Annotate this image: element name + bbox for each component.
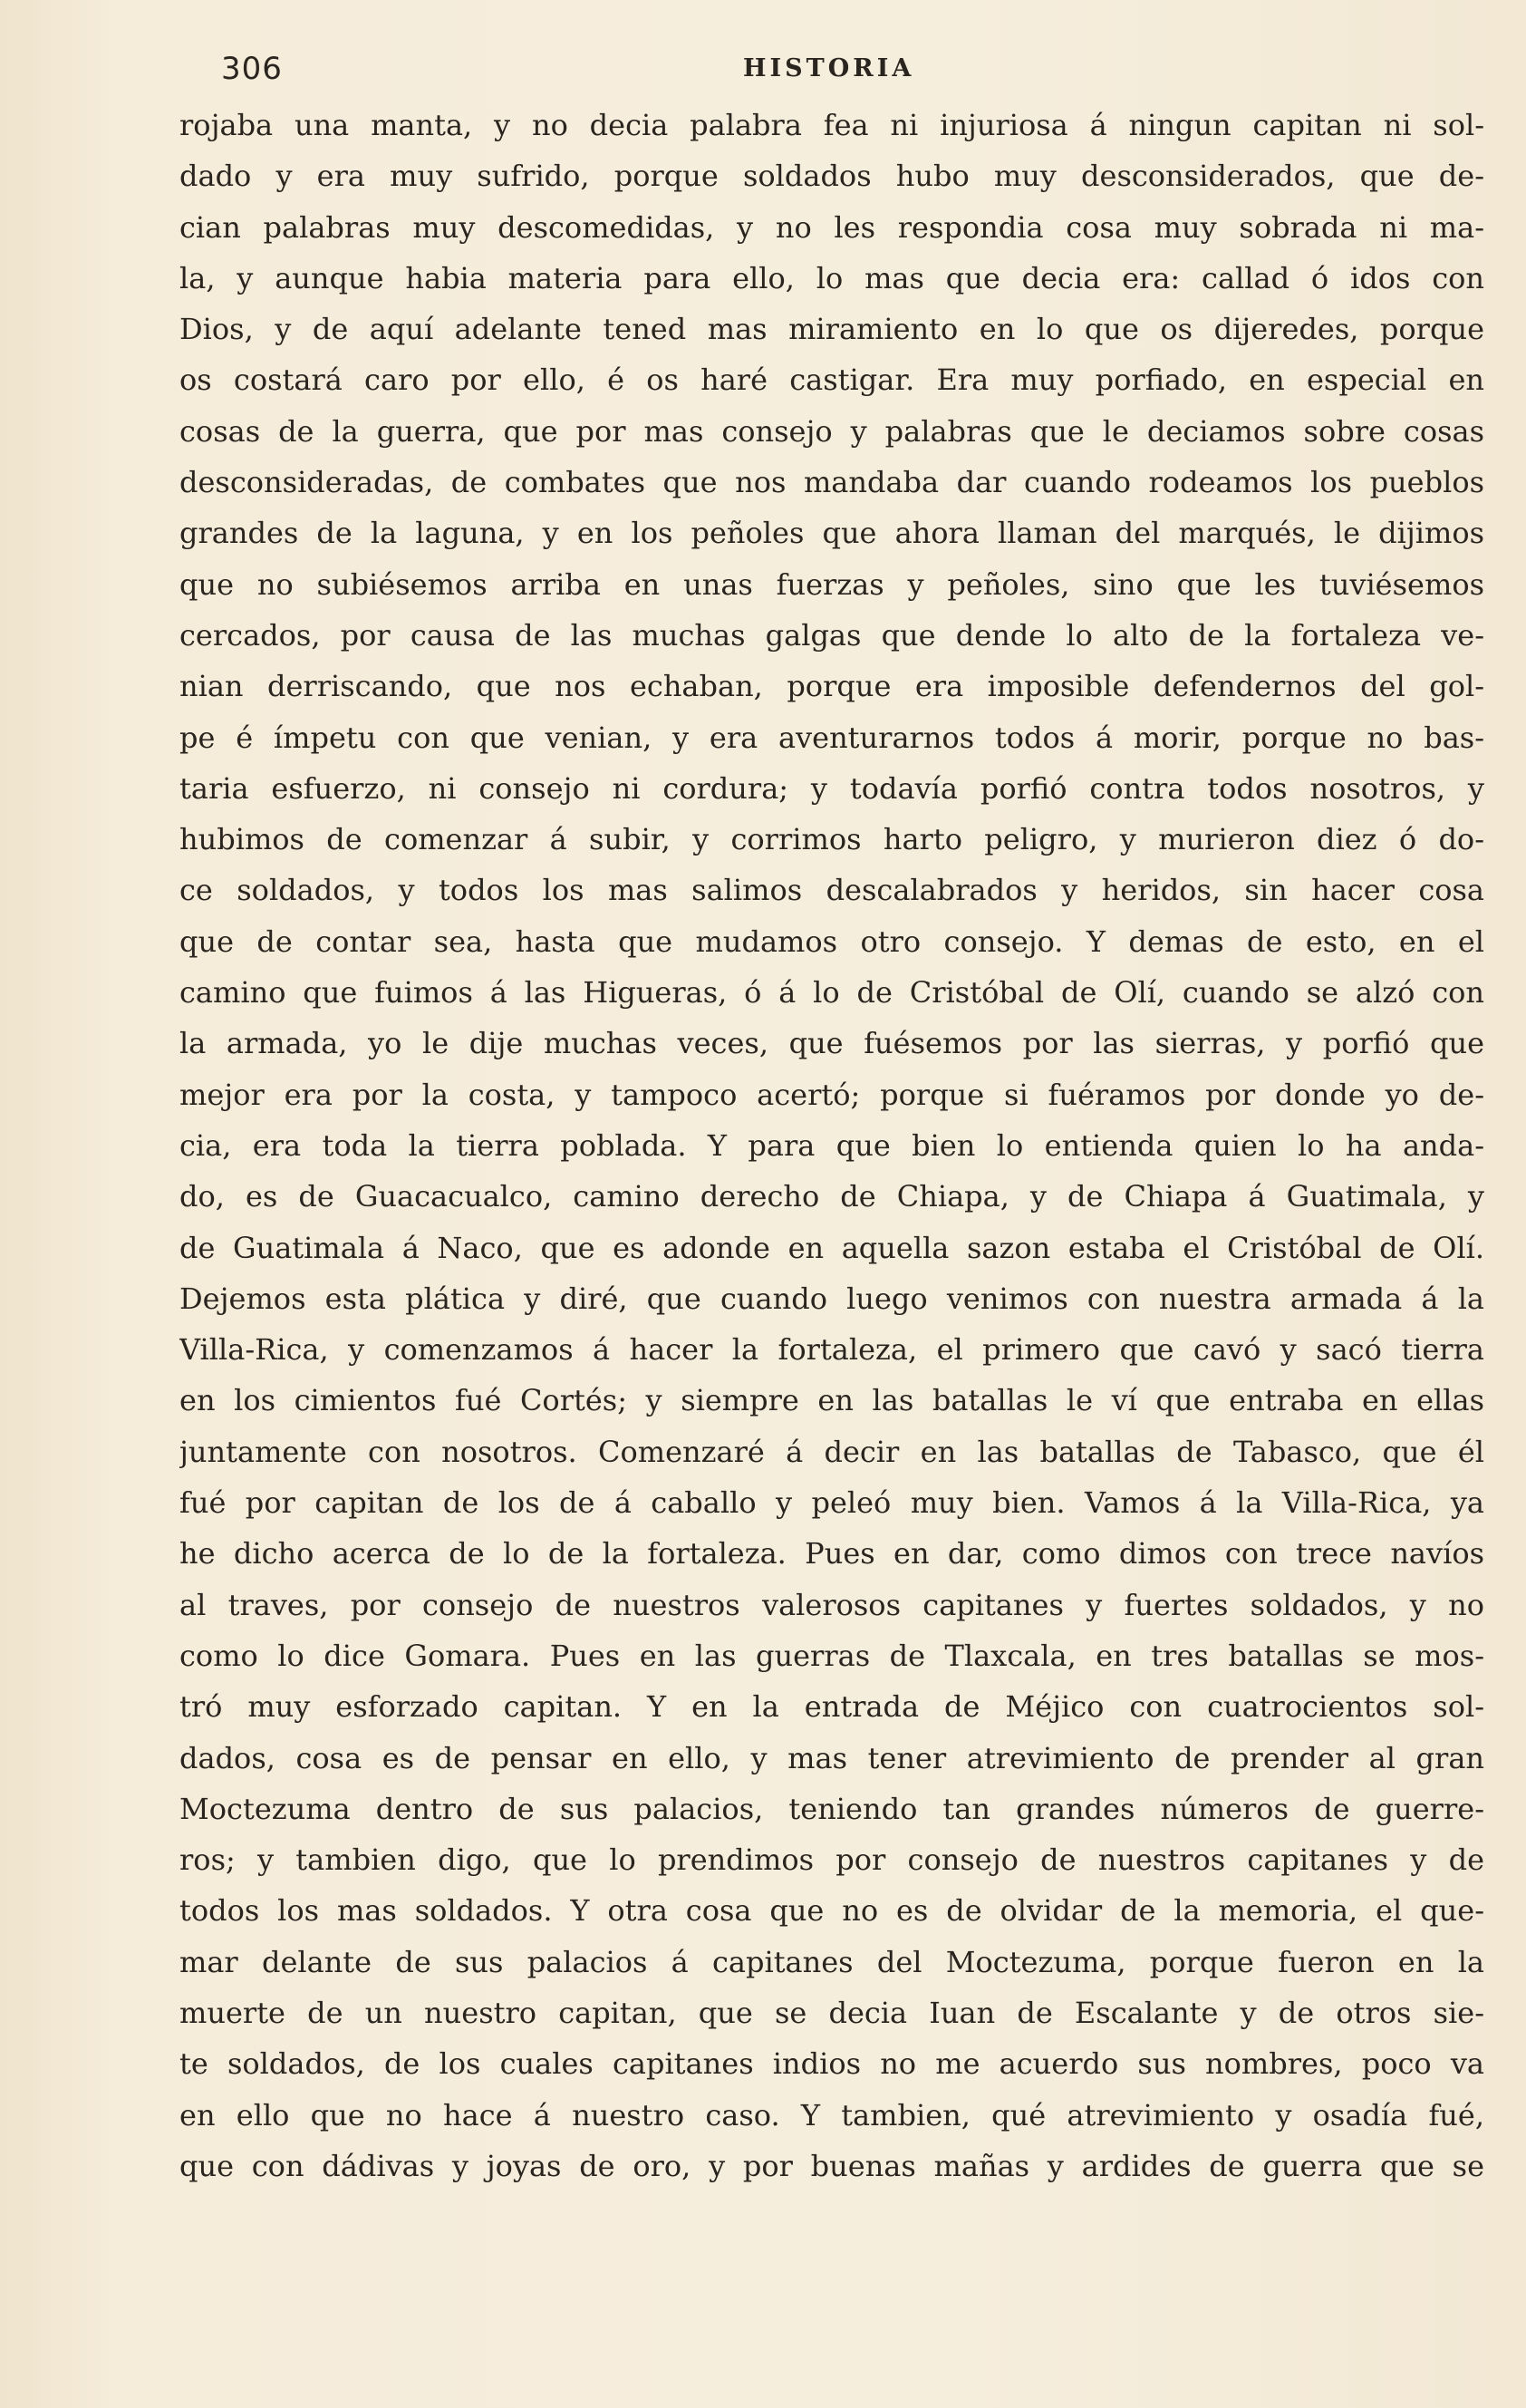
text-line: Moctezuma dentro de sus palacios, teniendo tan grandes números de guerre- bbox=[179, 1791, 1484, 1826]
text-line: desconsideradas, de combates que nos mandaba dar cuando rodeamos los pueblos bbox=[179, 465, 1484, 500]
text-line: de Guatimala á Naco, que es adonde en aquella sazon estaba el Cristóbal de Olí. bbox=[179, 1230, 1484, 1265]
text-line: grandes de la laguna, y en los peñoles que ahora llaman del marqués, le dijimos bbox=[179, 516, 1484, 551]
text-line: ce soldados, y todos los mas salimos descalabrados y heridos, sin hacer cosa bbox=[179, 873, 1484, 908]
text-line: como lo dice Gomara. Pues en las guerras de Tlaxcala, en tres batallas se mos- bbox=[179, 1638, 1484, 1673]
text-line: nian derriscando, que nos echaban, porque era imposible defendernos del gol- bbox=[179, 669, 1484, 704]
text-line: que no subiésemos arriba en unas fuerzas y peñoles, sino que les tuviésemos bbox=[179, 566, 1484, 602]
body-text bbox=[179, 100, 1484, 2191]
text-line: camino que fuimos á las Higueras, ó á lo de Cristóbal de Olí, cuando se alzó con bbox=[179, 975, 1484, 1011]
text-line: en los cimientos fué Cortés; y siempre en las batallas le ví que entraba en ellas bbox=[179, 1383, 1484, 1418]
text-line: os costará caro por ello, é os haré castigar. Era muy porfiado, en especial en bbox=[179, 363, 1484, 398]
text-line: muerte de un nuestro capitan, que se decia Iuan de Escalante y de otros sie- bbox=[179, 1995, 1484, 2030]
page-number: 306 bbox=[221, 51, 283, 87]
text-line: he dicho acerca de lo de la fortaleza. Pues en dar, como dimos con trece navíos bbox=[179, 1536, 1484, 1571]
text-line: Villa-Rica, y comenzamos á hacer la fortaleza, el primero que cavó y sacó tierra bbox=[179, 1332, 1484, 1368]
text-line: fué por capitan de los de á caballo y peleó muy bien. Vamos á la Villa-Rica, ya bbox=[179, 1485, 1484, 1521]
text-line: rojaba una manta, y no decia palabra fea ni injuriosa á ningun capitan ni sol- bbox=[179, 108, 1484, 142]
text-line: do, es de Guacacualco, camino derecho de Chiapa, y de Chiapa á Guatimala, y bbox=[179, 1179, 1484, 1214]
text-line: la, y aunque habia materia para ello, lo mas que decia era: callad ó idos con bbox=[179, 260, 1484, 295]
text-line: dados, cosa es de pensar en ello, y mas tener atrevimiento de prender al gran bbox=[179, 1740, 1484, 1775]
text-line: cosas de la guerra, que por mas consejo y palabras que le deciamos sobre cosas bbox=[179, 413, 1484, 449]
text-line: Dios, y de aquí adelante tened mas miramiento en lo que os dijeredes, porque bbox=[179, 312, 1484, 347]
text-line: cercados, por causa de las muchas galgas que dende lo alto de la fortaleza ve- bbox=[179, 617, 1484, 653]
text-line: que con dádivas y joyas de oro, y por buenas mañas y ardides de guerra que se bbox=[179, 2148, 1484, 2183]
text-line: al traves, por consejo de nuestros valerosos capitanes y fuertes soldados, y no bbox=[179, 1587, 1484, 1622]
text-line: mar delante de sus palacios á capitanes del Moctezuma, porque fueron en la bbox=[179, 1944, 1484, 1979]
text-line: te soldados, de los cuales capitanes indios no me acuerdo sus nombres, poco va bbox=[179, 2046, 1484, 2082]
text-line: en ello que no hace á nuestro caso. Y tambien, qué atrevimiento y osadía fué, bbox=[179, 2097, 1484, 2132]
page-header bbox=[181, 51, 1486, 96]
text-line: cian palabras muy descomedidas, y no les respondia cosa muy sobrada ni ma- bbox=[179, 209, 1484, 245]
text-line: que de contar sea, hasta que mudamos otro consejo. Y demas de esto, en el bbox=[179, 924, 1484, 959]
text-line: Dejemos esta plática y diré, que cuando luego venimos con nuestra armada á la bbox=[179, 1281, 1484, 1316]
text-line: taria esfuerzo, ni consejo ni cordura; y todavía porfió contra todos nosotros, y bbox=[179, 770, 1484, 806]
text-line: juntamente con nosotros. Comenzaré á decir en las batallas de Tabasco, que él bbox=[179, 1434, 1484, 1469]
running-title: HISTORIA bbox=[743, 54, 915, 82]
text-line: hubimos de comenzar á subir, y corrimos harto peligro, y murieron diez ó do- bbox=[179, 822, 1484, 857]
text-line: pe é ímpetu con que venian, y era aventurarnos todos á morir, porque no bas- bbox=[179, 720, 1484, 755]
text-line: todos los mas soldados. Y otra cosa que no es de olvidar de la memoria, el que- bbox=[179, 1893, 1484, 1929]
text-line: mejor era por la costa, y tampoco acertó; porque si fuéramos por donde yo de- bbox=[179, 1077, 1484, 1112]
text-line: cia, era toda la tierra poblada. Y para que bien lo entienda quien lo ha anda- bbox=[179, 1127, 1484, 1163]
text-line: dado y era muy sufrido, porque soldados hubo muy desconsiderados, que de- bbox=[179, 159, 1484, 194]
text-line: ros; y tambien digo, que lo prendimos por consejo de nuestros capitanes y de bbox=[179, 1842, 1484, 1878]
text-line: tró muy esforzado capitan. Y en la entrada de Méjico con cuatrocientos sol- bbox=[179, 1689, 1484, 1725]
text-line: la armada, yo le dije muchas veces, que fuésemos por las sierras, y porfió que bbox=[179, 1026, 1484, 1061]
